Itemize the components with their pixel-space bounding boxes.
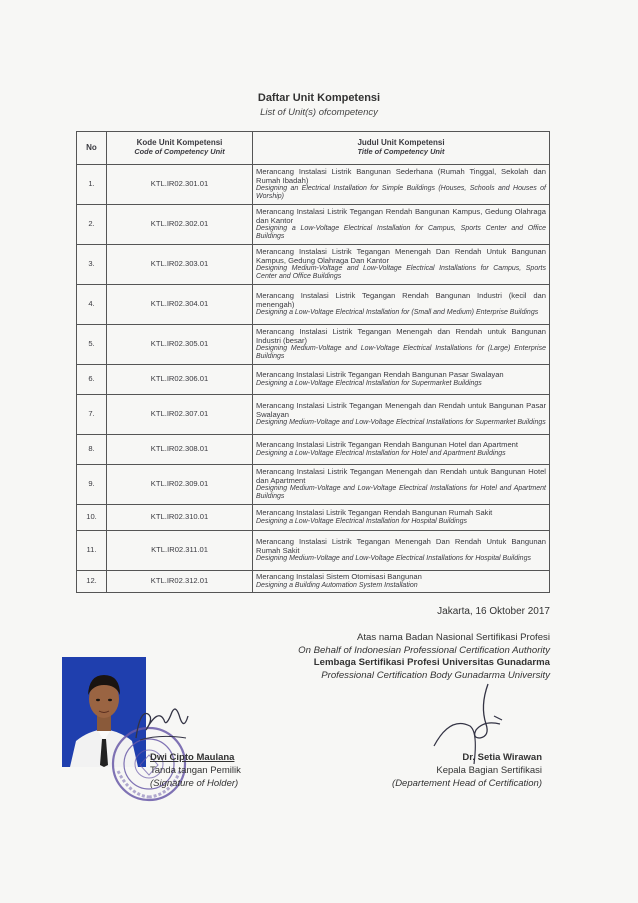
row-number: 10. [77,505,107,531]
holder-signature [130,700,192,746]
row-number: 5. [77,325,107,365]
unit-code: KTL.IR02.309.01 [107,465,253,505]
unit-title: Merancang Instalasi Sistem Otomisasi Bangunan Designing a Building Automation System Installation [253,571,550,593]
signer-name: Dr. Setia Wirawan [462,752,542,763]
row-number: 3. [77,245,107,285]
table-row [77,571,550,593]
row-number: 4. [77,285,107,325]
unit-title: Merancang Instalasi Listrik Tegangan Menengah dan Rendah untuk Bangunan Pasar Swalayan Designing Medium-Voltage and Low-Voltage Electrical Installations for Supermarket Buildings [253,395,550,435]
table-row [77,435,550,465]
unit-title: Merancang Instalasi Listrik Tegangan Rendah Bangunan Pasar Swalayan Designing a Low-Voltage Electrical Installation for Supermarket Buildings [253,365,550,395]
unit-title: Merancang Instalasi Listrik Tegangan Menengah dan Rendah untuk Bangunan Industri (besar) Designing Medium-Voltage and Low-Voltage Electrical Installations for (Large) Enterprise Buildings [253,325,550,365]
table-row [77,395,550,435]
page-subtitle: List of Unit(s) ofcompetency [260,107,378,118]
table-row [77,365,550,395]
unit-code: KTL.IR02.303.01 [107,245,253,285]
holder-signature-block [150,751,241,790]
signer-title-id: Kepala Bagian Sertifikasi [436,765,542,776]
table-row [77,505,550,531]
table-row [77,531,550,571]
row-number: 8. [77,435,107,465]
row-number: 7. [77,395,107,435]
table-row [77,325,550,365]
unit-title: Merancang Instalasi Listrik Tegangan Menengah Dan Rendah Untuk Bangunan Rumah Sakit Designing Medium-Voltage and Low-Voltage Electrical Installations for Hospital Buildings [253,531,550,571]
on-behalf-en: On Behalf of Indonesian Professional Certification Authority [298,644,550,656]
column-header-no: No [77,132,107,165]
unit-title: Merancang Instalasi Listrik Tegangan Menengah Dan Rendah Untuk Bangunan Kampus, Gedung Olahraga Dan Kantor Designing Medium-Voltage and Low-Voltage Electrical Installations for Campus, Sports Center and Office Buildings [253,245,550,285]
page-title: Daftar Unit Kompetensi [257,92,381,104]
column-header-title: Judul Unit Kompetensi Title of Competency Unit [253,132,550,165]
unit-title: Merancang Instalasi Listrik Tegangan Rendah Bangunan Kampus, Gedung Olahraga dan Kantor Designing a Low-Voltage Electrical Installation for Campus, Sports Center and Office Buildings [253,205,550,245]
holder-signature-label-id: Tanda tangan Pemilik [150,765,241,776]
unit-code: KTL.IR02.302.01 [107,205,253,245]
table-header-row [77,132,550,165]
table-row [77,245,550,285]
signer-block [392,751,542,790]
unit-code: KTL.IR02.312.01 [107,571,253,593]
table-row [77,465,550,505]
signer-title-en: (Departement Head of Certification) [392,778,542,789]
unit-code: KTL.IR02.310.01 [107,505,253,531]
unit-code: KTL.IR02.308.01 [107,435,253,465]
certification-body-en: Professional Certification Body Gunadarma University [321,669,550,681]
unit-code: KTL.IR02.307.01 [107,395,253,435]
issuing-authority-block [298,632,550,682]
unit-code: KTL.IR02.306.01 [107,365,253,395]
on-behalf-id: Atas nama Badan Nasional Sertifikasi Profesi [356,632,550,643]
holder-signature-label-en: (Signature of Holder) [150,778,239,789]
place-and-date: Jakarta, 16 Oktober 2017 [437,606,550,617]
row-number: 11. [77,531,107,571]
holder-name: Dwi Cipto Maulana [150,752,235,763]
unit-code: KTL.IR02.305.01 [107,325,253,365]
certification-body-id: Lembaga Sertifikasi Profesi Universitas Gunadarma [313,657,550,669]
table-row [77,205,550,245]
unit-title: Merancang Instalasi Listrik Tegangan Menengah dan Rendah untuk Bangunan Hotel dan Apartment Designing Medium-Voltage and Low-Voltage Electrical Installations for Hotel and Apartment Buildings [253,465,550,505]
unit-title: Merancang Instalasi Listrik Tegangan Rendah Bangunan Industri (kecil dan menengah) Designing a Low-Voltage Electrical Installation for (Small and Medium) Enterprise Buildings [253,285,550,325]
row-number: 1. [77,165,107,205]
row-number: 2. [77,205,107,245]
unit-code: KTL.IR02.301.01 [107,165,253,205]
unit-title: Merancang Instalasi Listrik Bangunan Sederhana (Rumah Tinggal, Sekolah dan Rumah Ibadah) Designing an Electrical Installation for Simple Buildings (Houses, Schools and Houses of Worship) [253,165,550,205]
row-number: 12. [77,571,107,593]
unit-code: KTL.IR02.311.01 [107,531,253,571]
unit-code: KTL.IR02.304.01 [107,285,253,325]
row-number: 6. [77,365,107,395]
unit-title: Merancang Instalasi Listrik Tegangan Rendah Bangunan Rumah Sakit Designing a Low-Voltage Electrical Installation for Hospital Buildings [253,505,550,531]
competency-units-table [76,131,550,593]
column-header-code: Kode Unit Kompetensi Code of Competency Unit [107,132,253,165]
unit-title: Merancang Instalasi Listrik Tegangan Rendah Bangunan Hotel dan Apartment Designing a Low-Voltage Electrical Installation for Hotel and Apartment Buildings [253,435,550,465]
table-row [77,285,550,325]
row-number: 9. [77,465,107,505]
table-row [77,165,550,205]
